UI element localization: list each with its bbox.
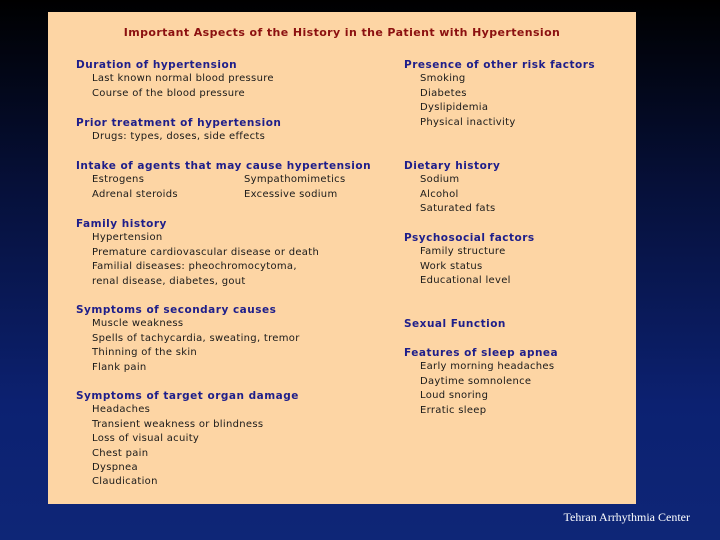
section-heading: Prior treatment of hypertension: [76, 117, 282, 129]
list-item: Spells of tachycardia, sweating, tremor: [92, 332, 300, 344]
list-item: Loud snoring: [420, 390, 489, 402]
footer-credit: Tehran Arrhythmia Center: [563, 510, 690, 524]
list-item: Erratic sleep: [420, 404, 487, 416]
list-item: renal disease, diabetes, gout: [92, 275, 246, 287]
list-item: Dyslipidemia: [420, 102, 489, 114]
section-heading: Symptoms of target organ damage: [76, 390, 299, 402]
content-panel: [48, 12, 636, 504]
section-agent-intake: [76, 159, 371, 202]
list-item: Early morning headaches: [420, 361, 555, 373]
list-item: Daytime somnolence: [420, 375, 532, 387]
section-sleep-apnea: [404, 346, 558, 418]
list-item: Family structure: [420, 246, 506, 258]
list-item: Transient weakness or blindness: [92, 418, 264, 430]
section-dietary-history: [404, 159, 500, 217]
list-item: Smoking: [420, 73, 466, 85]
section-heading: Presence of other risk factors: [404, 59, 596, 71]
list-item: Saturated fats: [420, 203, 496, 215]
section-heading: Duration of hypertension: [76, 59, 238, 71]
list-item: Educational level: [420, 275, 511, 287]
list-item: Alcohol: [420, 188, 459, 200]
list-item: Hypertension: [92, 232, 163, 244]
section-heading: Features of sleep apnea: [404, 347, 559, 359]
list-item: Chest pain: [92, 447, 149, 459]
list-item: Excessive sodium: [244, 188, 338, 200]
list-item: Course of the blood pressure: [92, 87, 245, 99]
list-item: Headaches: [92, 404, 151, 416]
list-row: [76, 188, 371, 202]
section-heading: Symptoms of secondary causes: [76, 304, 277, 316]
section-heading: Psychosocial factors: [404, 232, 535, 244]
list-item: Sodium: [420, 174, 460, 186]
list-item: Work status: [420, 260, 483, 272]
list-item: Claudication: [92, 476, 158, 488]
section-family-history: [76, 217, 319, 289]
list-item: Flank pain: [92, 361, 147, 373]
list-item: Physical inactivity: [420, 116, 516, 128]
section-prior-treatment: [76, 116, 281, 145]
list-item: Diabetes: [420, 87, 467, 99]
section-heading: Family history: [76, 218, 167, 230]
list-item: Last known normal blood pressure: [92, 73, 274, 85]
list-item: Estrogens: [92, 174, 145, 186]
list-item: Premature cardiovascular disease or death: [92, 246, 320, 258]
section-sexual-function: [404, 317, 506, 331]
section-heading: Sexual Function: [404, 318, 506, 330]
section-target-organ-damage: [76, 389, 299, 490]
list-item: Dyspnea: [92, 461, 138, 473]
list-item: Muscle weakness: [92, 318, 184, 330]
list-item: Drugs: types, doses, side effects: [92, 131, 266, 143]
slide-title: Important Aspects of the History in the Patient with Hypertension: [123, 26, 561, 39]
list-item: Familial diseases: pheochromocytoma,: [92, 261, 297, 273]
list-row: [76, 173, 371, 187]
list-item: Sympathomimetics: [244, 174, 346, 186]
section-psychosocial: [404, 231, 535, 289]
section-secondary-causes: [76, 303, 300, 375]
section-duration: [76, 58, 274, 101]
list-item: Adrenal steroids: [92, 188, 178, 200]
section-heading: Dietary history: [404, 160, 501, 172]
section-risk-factors: [404, 58, 595, 130]
list-item: Loss of visual acuity: [92, 433, 200, 445]
list-item: Thinning of the skin: [92, 347, 198, 359]
section-heading: Intake of agents that may cause hypertension: [76, 160, 372, 172]
